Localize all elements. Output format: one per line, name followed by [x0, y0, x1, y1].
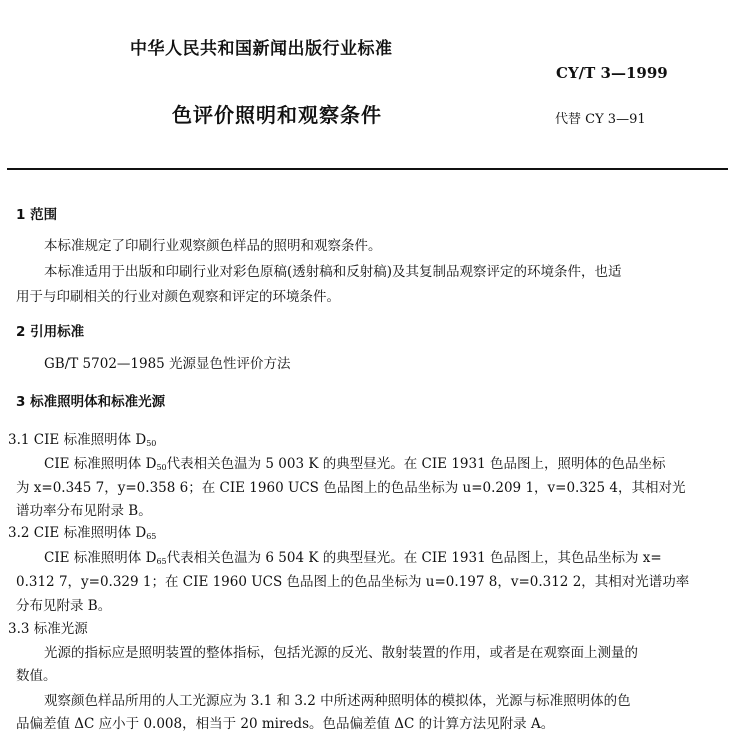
section-3-2-heading-text: 3.2 CIE 标准照明体 D: [8, 525, 147, 541]
section-3-2-line-1-pre: CIE 标准照明体 D: [44, 550, 157, 566]
reference-standard: GB/T 5702—1985 光源显色性评价方法: [44, 356, 291, 372]
section-3-2-heading: [8, 521, 156, 541]
section-1-paragraph-2-line-2: 用于与印刷相关的行业对颜色观察和评定的环境条件。: [16, 289, 340, 305]
replaces-note: 代替 CY 3—91: [555, 112, 646, 127]
section-3-2-line-2: 0.312 7，y=0.329 1；在 CIE 1960 UCS 色品图上的色品坐标为 u=0.197 8，v=0.312 2，其相对光谱功率: [16, 574, 690, 590]
document-title: 色评价照明和观察条件: [172, 103, 382, 127]
standard-org-title: 中华人民共和国新闻出版行业标准: [130, 39, 393, 59]
section-3-1-heading: [8, 428, 156, 448]
section-3-heading: 3 标准照明体和标准光源: [16, 394, 166, 410]
section-3-1-line-1-pre: CIE 标准照明体 D: [44, 456, 157, 472]
section-3-1-line-3: 谱功率分布见附录 B。: [16, 503, 152, 519]
standard-code: CY/T 3—1999: [556, 64, 668, 82]
header-divider: [7, 168, 728, 170]
section-3-1-line-2: 为 x=0.345 7，y=0.358 6；在 CIE 1960 UCS 色品图上的色品坐标为 u=0.209 1，v=0.325 4，其相对光: [16, 480, 686, 496]
section-3-3-heading: 3.3 标准光源: [8, 621, 88, 637]
section-3-2-line-1: [44, 546, 662, 566]
section-3-1-heading-sub: 50: [146, 439, 157, 448]
section-3-1-heading-text: 3.1 CIE 标准照明体 D: [8, 432, 147, 448]
section-3-3-p2-line-1: 观察颜色样品所用的人工光源应为 3.1 和 3.2 中所述两种照明体的模拟体，光源与标准照明体的色: [44, 693, 631, 709]
section-3-1-line-1: [44, 452, 665, 472]
section-3-2-line-3: 分布见附录 B。: [16, 598, 112, 614]
section-3-3-p2-line-2: 品偏差值 ΔC 应小于 0.008，相当于 20 mireds。色品偏差值 ΔC 的计算方法见附录 A。: [16, 716, 555, 732]
section-1-heading: 1 范围: [16, 207, 58, 223]
section-1-paragraph-1: 本标准规定了印刷行业观察颜色样品的照明和观察条件。: [44, 238, 382, 254]
section-3-3-p1-line-1: 光源的指标应是照明装置的整体指标，包括光源的反光、散射装置的作用，或者是在观察面上测量的: [44, 645, 638, 661]
section-3-1-line-1-post: 代表相关色温为 5 003 K 的典型昼光。在 CIE 1931 色品图上，照明体的色品坐标: [166, 456, 666, 472]
section-3-1-line-1-sub: 50: [156, 463, 167, 472]
section-3-2-line-1-post: 代表相关色温为 6 504 K 的典型昼光。在 CIE 1931 色品图上，其色品坐标为 x=: [166, 550, 662, 566]
section-3-2-heading-sub: 65: [146, 532, 157, 541]
section-3-2-line-1-sub: 65: [156, 557, 167, 566]
section-1-paragraph-2-line-1: 本标准适用于出版和印刷行业对彩色原稿(透射稿和反射稿)及其复制品观察评定的环境条件，也适: [44, 264, 622, 280]
section-2-heading: 2 引用标准: [16, 324, 85, 340]
section-3-3-p1-line-2: 数值。: [16, 668, 57, 684]
